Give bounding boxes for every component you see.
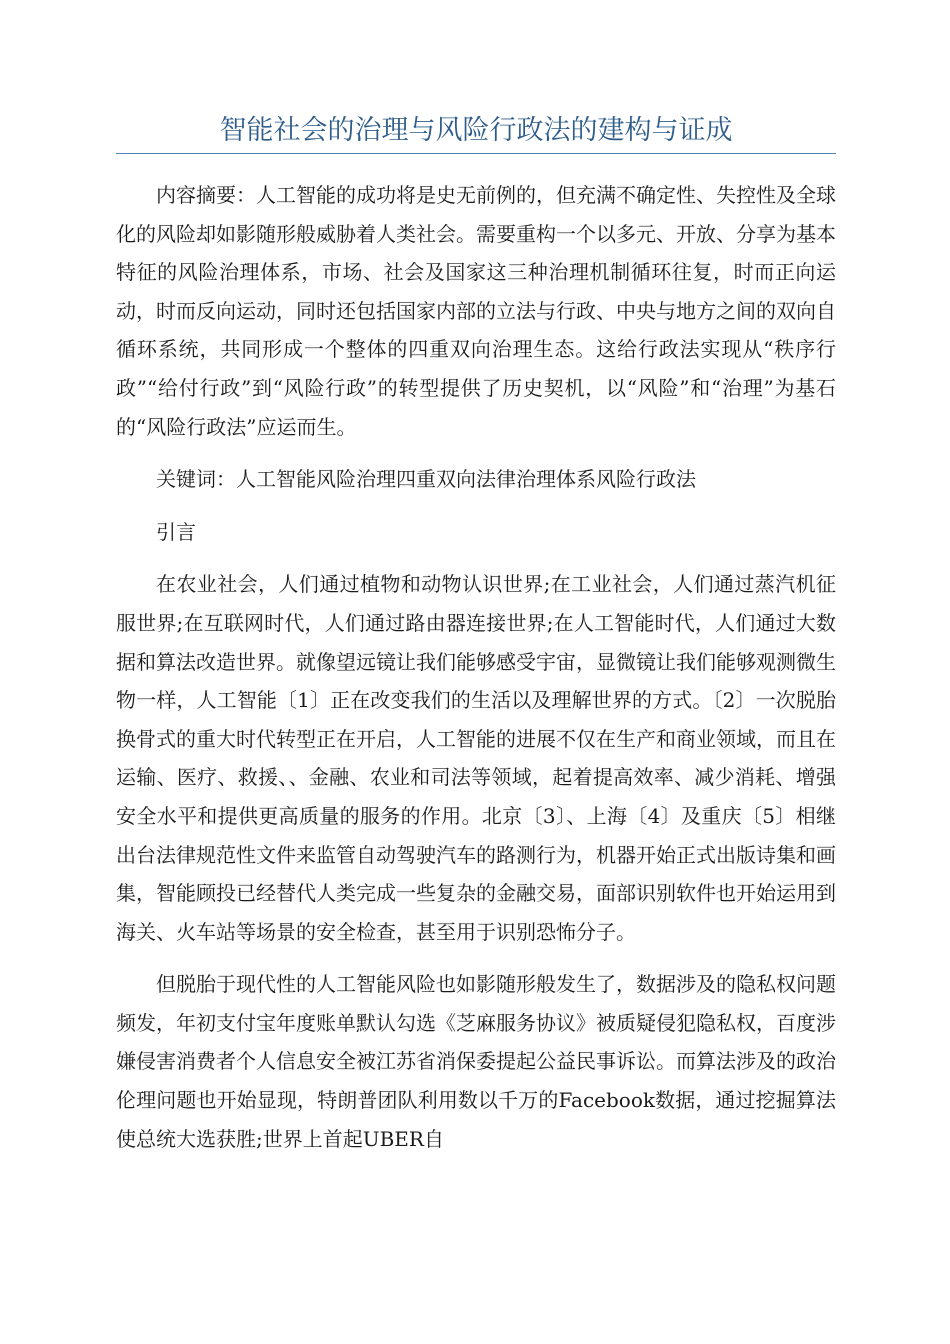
- document-title: 智能社会的治理与风险行政法的建构与证成: [219, 115, 733, 146]
- keywords-line: 关键词：人工智能风险治理四重双向法律治理体系风险行政法: [156, 467, 696, 492]
- intro-heading: 引言: [156, 519, 196, 544]
- document-body: [116, 176, 836, 1158]
- title-underline: [116, 153, 836, 154]
- body-paragraph-2: 但脱胎于现代性的人工智能风险也如影随形般发生了，数据涉及的隐私权问题频发，年初支付宝年度账单默认勾选《芝麻服务协议》被质疑侵犯隐私权，百度涉嫌侵害消费者个人信息安全被江苏省消保委提起公益民事诉讼。而算法涉及的政治伦理问题也开始显现，特朗普团队利用数以千万的Facebook数据，通过挖掘算法使总统大选获胜;世界上首起UBER自: [116, 972, 836, 1151]
- abstract-paragraph: 内容摘要：人工智能的成功将是史无前例的，但充满不确定性、失控性及全球化的风险却如影随形般威胁着人类社会。需要重构一个以多元、开放、分享为基本特征的风险治理体系，市场、社会及国家这三种治理机制循环往复，时而正向运动，时而反向运动，同时还包括国家内部的立法与行政、中央与地方之间的双向自循环系统，共同形成一个整体的四重双向治理生态。这给行政法实现从“秩序行政”“给付行政”到“风险行政”的转型提供了历史契机，以“风险”和“治理”为基石的“风险行政法”应运而生。: [116, 183, 836, 439]
- body-paragraph-1: 在农业社会，人们通过植物和动物认识世界;在工业社会，人们通过蒸汽机征服世界;在互联网时代，人们通过路由器连接世界;在人工智能时代，人们通过大数据和算法改造世界。就像望远镜让我们能够感受宇宙，显微镜让我们能够观测微生物一样，人工智能〔1〕正在改变我们的生活以及理解世界的方式。〔2〕一次脱胎换骨式的重大时代转型正在开启，人工智能的进展不仅在生产和商业领域，而且在运输、医疗、救援、、金融、农业和司法等领域，起着提高效率、减少消耗、增强安全水平和提供更高质量的服务的作用。北京〔3〕、上海〔4〕及重庆〔5〕相继出台法律规范性文件来监管自动驾驶汽车的路测行为，机器开始正式出版诗集和画集，智能顾投已经替代人类完成一些复杂的金融交易，面部识别软件也开始运用到海关、火车站等场景的安全检查，甚至用于识别恐怖分子。: [116, 572, 836, 944]
